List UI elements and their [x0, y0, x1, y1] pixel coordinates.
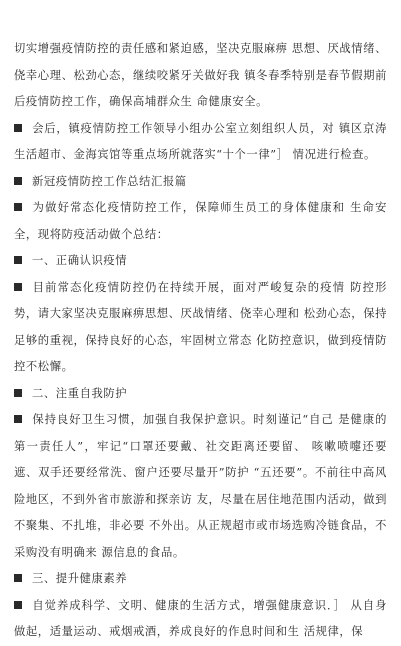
paragraph-text: 切实增强疫情防控的责任感和紧迫感，坚决克服麻痹 思想、厌战情绪、侥幸心理、松劲心态，继续咬紧牙关做好我 镇冬春季特别是春节假期前后疫情防控工作，确保高埔群众生 命健康安全。 — [14, 42, 387, 108]
document-paragraph — [14, 566, 387, 593]
document-paragraph — [14, 248, 387, 275]
bullet-square-icon — [14, 256, 22, 264]
document-paragraph — [14, 381, 387, 408]
paragraph-text: 会后，镇疫情防控工作领导小组办公室立刻组织人员，对 镇区京涛生活超市、金海宾馆等重点场所就落实“十个一律”］ 情况进行检查。 — [14, 121, 387, 161]
paragraph-text: 目前常态化疫情防控仍在持续开展，面对严峻复杂的疫情 防控形势，请大家坚决克服麻痹思想、厌战情绪、侥幸心理和 松劲心态，保持足够的重视，保持良好的心态，牢固树立常态 化防控意识，做到疫情防控不松懈。 — [14, 280, 387, 373]
bullet-square-icon — [14, 283, 22, 291]
paragraph-text: 自觉养成科学、文明、健康的生活方式，增强健康意识．］ 从自身做起，适量运动、戒烟戒酒，养成良好的作息时间和生 活规律，保 — [14, 598, 387, 638]
document-paragraph — [14, 116, 387, 169]
bullet-square-icon — [14, 601, 22, 609]
section-heading: 一、正确认识疫情 — [32, 254, 128, 267]
document-paragraph — [14, 275, 387, 381]
section-title: 新冠疫情防控工作总结汇报篇 — [32, 174, 187, 188]
paragraph-text: 为做好常态化疫情防控工作，保障师生员工的身体健康和 生命安全，现将防疫活动做个总结： — [14, 201, 387, 241]
document-paragraph — [14, 195, 387, 248]
section-heading: 二、注重自我防护 — [32, 386, 128, 400]
bullet-square-icon — [14, 203, 22, 211]
bullet-square-icon — [14, 177, 22, 185]
section-heading: 三、提升健康素养 — [32, 572, 128, 585]
document-paragraph — [14, 407, 387, 566]
document-paragraph — [14, 169, 387, 196]
bullet-square-icon — [14, 389, 22, 397]
document-paragraph — [14, 593, 387, 646]
bullet-square-icon — [14, 415, 22, 423]
bullet-square-icon — [14, 574, 22, 582]
bullet-square-icon — [14, 124, 22, 132]
document-paragraph — [14, 36, 387, 116]
paragraph-text: 保持良好卫生习惯，加强自我保护意识。时刻谨记“自己 是健康的第一责任人”，牢记“口罩还要戴、社交距离还要留、 咳嗽喷嚏还要遮、双手还要经常洗、窗户还要尽量开”防护 “五还要”。不前往中高风险地区，不到外省市旅游和探亲访 友，尽量在居住地范围内活动，做到不聚集、不扎堆，非必要 不外出。从正规超市或市场选购冷链食品，不采购没有明确来 源信息的食品。 — [14, 413, 387, 559]
